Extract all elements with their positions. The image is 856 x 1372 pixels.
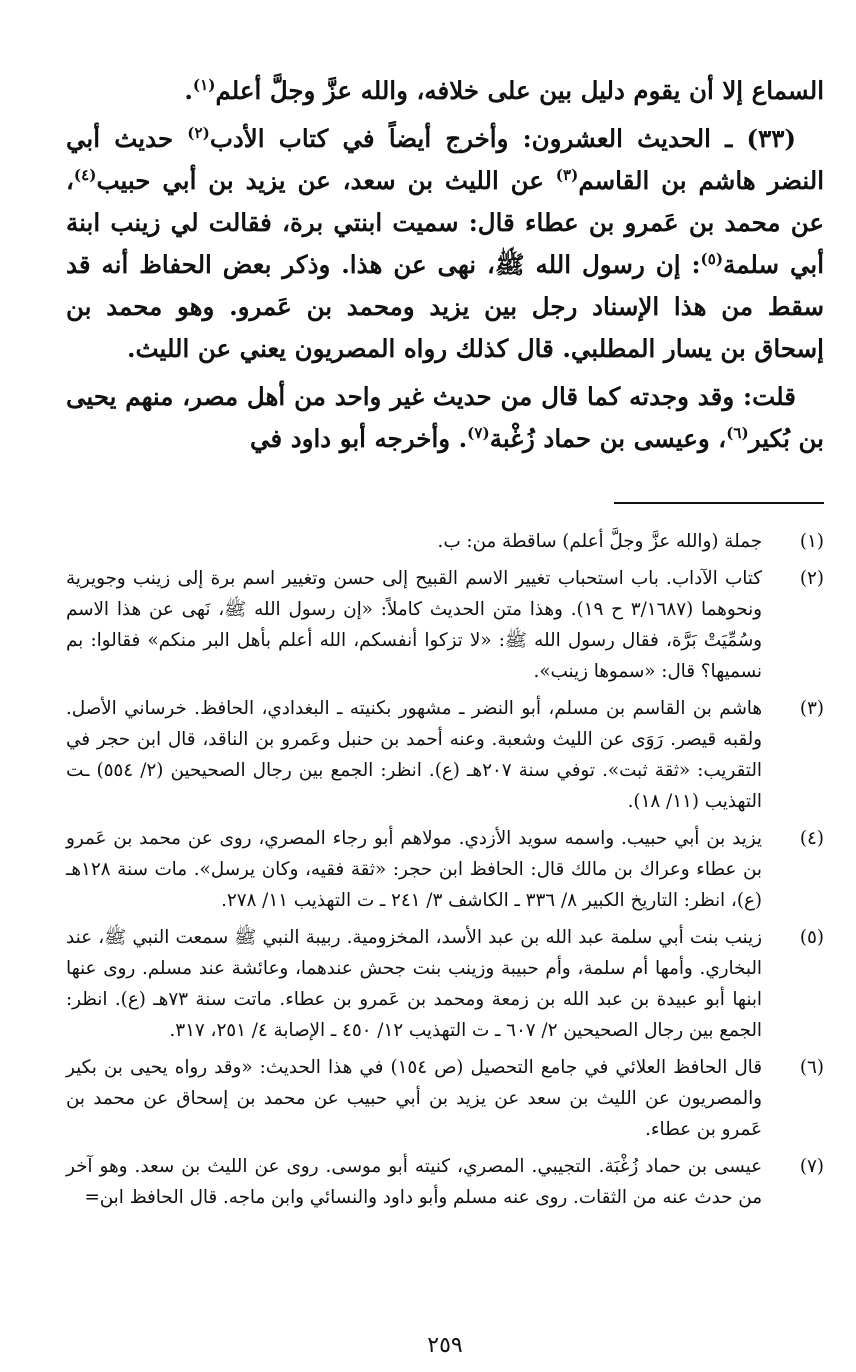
footnote-ref: (٥): [700, 249, 724, 268]
footnote-item: [66, 823, 824, 916]
footnote-item: [66, 922, 824, 1046]
paragraph-1: السماع إلا أن يقوم دليل بين على خلافه، والله عزَّ وجلَّ أعلم$^{(١)}$.: [184, 75, 824, 105]
footnote-ref: (٣): [555, 165, 579, 184]
footnote-ref: (١): [192, 75, 216, 94]
footnote-number: (٦): [799, 1057, 824, 1078]
footnote-text: جملة (والله عزَّ وجلَّ أعلم) ساقطة من: ب.: [437, 531, 762, 552]
footnote-number: (١): [799, 531, 824, 552]
footnote-item: [66, 1151, 824, 1213]
p1-text: السماع إلا أن يقوم دليل بين على خلافه، والله عزَّ وجلَّ أعلم: [215, 76, 824, 105]
footnote-ref: (٧): [467, 423, 490, 442]
footnotes: [66, 526, 824, 1213]
footnote-number: (٤): [799, 828, 824, 849]
footnote-text: زينب بنت أبي سلمة عبد الله بن عبد الأسد، المخزومية. ربيبة النبي ﷺ سمعت النبي ﷺ، عند البخاري. وأمها أم سلمة، وأم حبيبة وزينب بنت جحش عندهما، وعائشة عند مسلم. روى عنها ابنها أبو عبيدة بن عبد الله بن زمعة ومحمد بن عَمرو بن عطاء. ماتت سنة ٧٣هـ (ع). انظر: الجمع بين رجال الصحيحين ٢/ ٦٠٧ ـ ت التهذيب ١٢/ ٤٥٠ ـ الإصابة ٤/ ٢٥١، ٣١٧.: [66, 927, 763, 1041]
footnote-ref: (٢): [187, 123, 210, 142]
footnote-number: (٣): [799, 698, 824, 719]
footnote-item: [66, 1052, 824, 1145]
footnote-number: (٧): [799, 1156, 824, 1177]
main-text: [66, 70, 824, 460]
footnote-ref: (٦): [726, 423, 749, 442]
footnote-item: [66, 693, 824, 817]
footnote-separator: [614, 502, 824, 504]
footnote-text: يزيد بن أبي حبيب. واسمه سويد الأزدي. مولاهم أبو رجاء المصري، روى عن محمد بن عَمرو بن عطاء وعراك بن مالك قال: الحافظ ابن حجر: «ثقة فقيه، وكان يرسل». مات سنة ١٢٨هـ (ع)، انظر: التاريخ الكبير ٨/ ٣٣٦ ـ الكاشف ٣/ ٢٤١ ـ ت التهذيب ١١/ ٢٧٨.: [66, 828, 762, 911]
paragraph-hadith-20: (٣٣) ـ الحديث العشرون: وأخرج أيضاً في كتاب الأدب$^{(٢)}$ حديث أبي النضر هاشم بن القاسم$^{(٣)}$ عن الليث بن سعد، عن يزيد بن أبي حبيب$^{(٤)}$، عن محمد بن عَمرو بن عطاء قال: سميت ابنتي برة، فقالت لي زينب ابنة أبي سلمة$^{(٥)}$: إن رسول الله ﷺ، نهى عن هذا. وذكر بعض الحفاظ أنه قد سقط من هذا الإسناد رجل بين يزيد ومحمد بن عَمرو. وهو محمد بن إسحاق بن يسار المطلبي. قال كذلك رواه المصريون يعني عن الليث.: [66, 123, 824, 363]
footnote-item: [66, 563, 824, 687]
footnote-number: (٢): [799, 568, 824, 589]
footnote-number: (٥): [799, 927, 824, 948]
hadith-number: (٣٣) ـ: [725, 124, 796, 153]
paragraph-qultu: قلت: وقد وجدته كما قال من حديث غير واحد من أهل مصر، منهم يحيى بن بُكير$^{(٦)}$، وعيسى بن حماد زُغْبة$^{(٧)}$. وأخرجه أبو داود في: [66, 382, 824, 453]
footnote-text: كتاب الآداب. باب استحباب تغيير الاسم القبيح إلى حسن وتغيير اسم برة إلى زينب وجويرية ونحوهما (٣/١٦٨٧ ح ١٩). وهذا متن الحديث كاملاً: «إن رسول الله ﷺ، نَهى عن هذا الاسم وسُمِّيَتْ بَرَّة، فقال رسول الله ﷺ: «لا تزكوا أنفسكم، الله أعلم بأهل البر منكم» فقالوا: بم نسميها؟ قال: «سموها زينب».: [66, 568, 762, 682]
footnote-item: [66, 526, 824, 557]
footnote-text: قال الحافظ العلائي في جامع التحصيل (ص ١٥٤) في هذا الحديث: «وقد رواه يحيى بن بكير والمصريون عن الليث بن سعد عن يزيد بن أبي حبيب عن محمد بن إسحاق عن محمد بن عَمرو بن عطاء.: [66, 1057, 762, 1140]
page-number: ٢٥٩: [427, 1333, 463, 1358]
book-page: [66, 70, 824, 1360]
footnote-text: عيسى بن حماد زُغْبَة. التجيبي. المصري، كنيته أبو موسى. روى عن الليث بن سعد. وهو آخر من حدث عنه من الثقات. روى عنه مسلم وأبو داود والنسائي وابن ماجه. قال الحافظ ابن=: [66, 1156, 762, 1208]
footnote-ref: (٤): [73, 165, 97, 184]
footnote-text: هاشم بن القاسم بن مسلم، أبو النضر ـ مشهور بكنيته ـ البغدادي، الحافظ. خرساني الأصل. ولقبه قيصر. رَوَى عن الليث وشعبة. وعنه أحمد بن حنبل وعَمرو بن الناقد، قال ابن حجر في التقريب: «ثقة ثبت». توفي سنة ٢٠٧هـ (ع). انظر: الجمع بين رجال الصحيحين (٢/ ٥٥٤) ـت التهذيب (١١/ ١٨).: [66, 698, 762, 812]
hadith-heading: الحديث العشرون:: [522, 124, 711, 153]
